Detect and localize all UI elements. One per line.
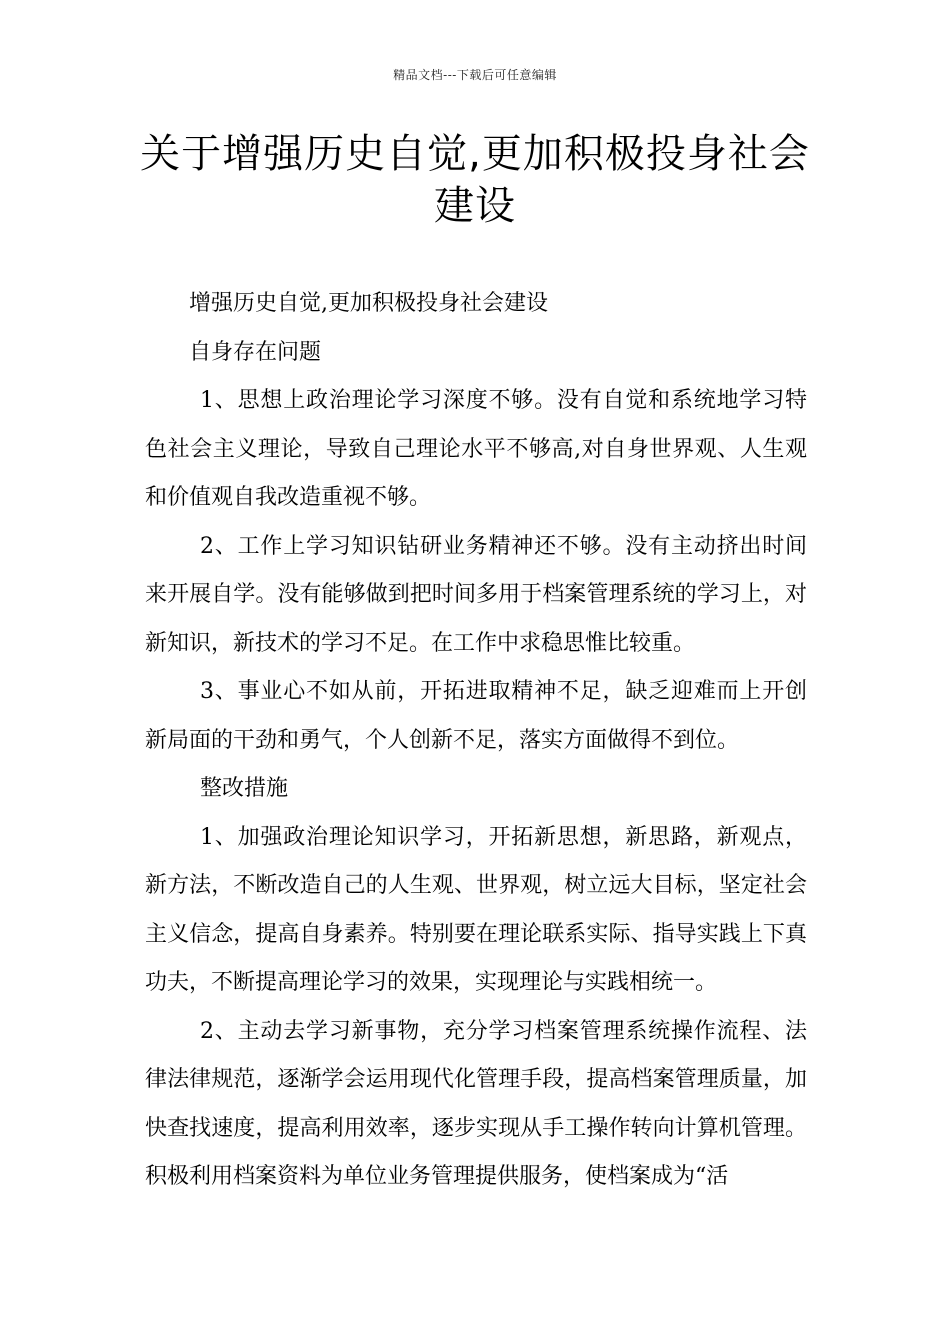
- section-heading-measures: 整改措施: [200, 776, 289, 801]
- section-heading-problems: 自身存在问题: [189, 339, 322, 365]
- page-header-note: 精品文档---下载后可任意编辑: [393, 68, 557, 82]
- problem-item: 2、工作上学习知识钻研业务精神还不够。没有主动挤出时间来开展自学。没有能够做到把时间多用于档案管理系统的学习上，对新知识，新技术的学习不足。在工作中求稳思惟比较重。: [145, 533, 807, 656]
- document-body: [145, 280, 807, 1202]
- measure-item: 1、加强政治理论知识学习，开拓新思想，新思路，新观点，新方法，不断改造自己的人生观、世界观，树立远大目标，坚定社会主义信念，提高自身素养。特别要在理论联系实际、指导实践上下真功夫，不断提高理论学习的效果，实现理论与实践相统一。: [145, 824, 807, 995]
- document-title: 关于增强历史自觉,更加积极投身社会建设: [140, 131, 810, 229]
- problem-item: 1、思想上政治理论学习深度不够。没有自觉和系统地学习特色社会主义理论，导致自己理论水平不够高,对自身世界观、人生观和价值观自我改造重视不够。: [145, 388, 807, 510]
- problem-item: 3、事业心不如从前，开拓进取精神不足，缺乏迎难而上开创新局面的干劲和勇气，个人创新不足，落实方面做得不到位。: [145, 679, 807, 753]
- measure-item: 2、主动去学习新事物，充分学习档案管理系统操作流程、法律法律规范，逐渐学会运用现代化管理手段，提高档案管理质量，加快查找速度，提高利用效率，逐步实现从手工操作转向计算机管理。积极利用档案资料为单位业务管理提供服务，使档案成为“活: [145, 1018, 807, 1189]
- document-subtitle: 增强历史自觉,更加积极投身社会建设: [189, 291, 548, 316]
